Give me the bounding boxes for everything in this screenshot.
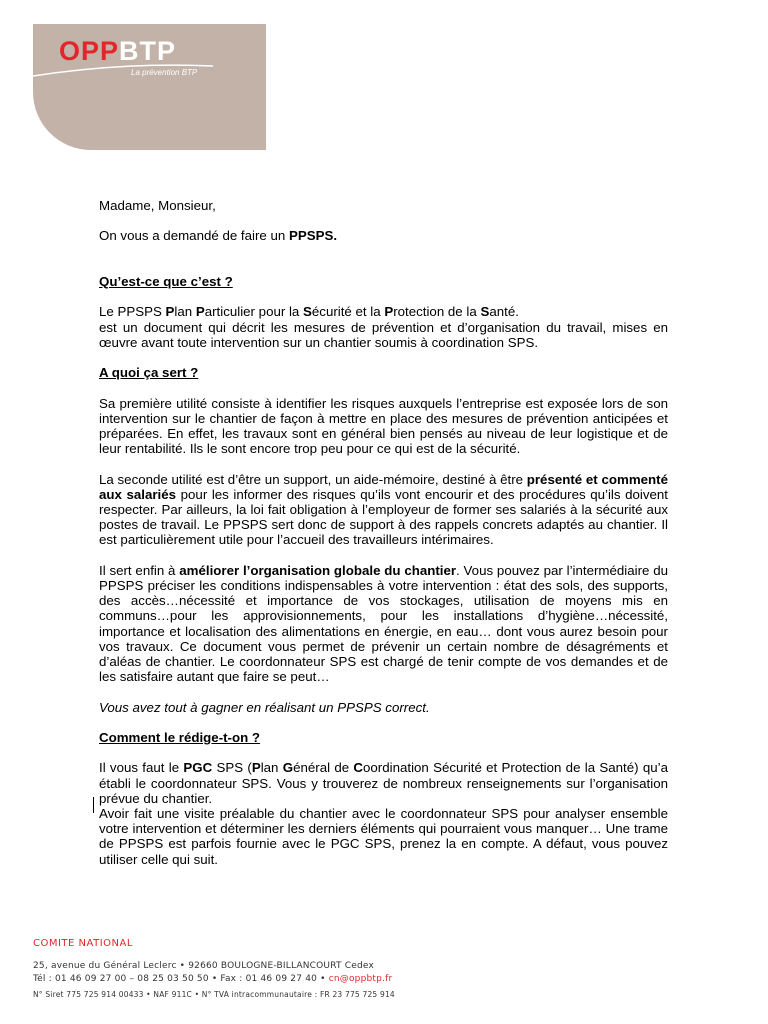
heading-how: Comment le rédige-t-on ? — [99, 729, 261, 745]
paragraph-4: Il vous faut le PGC SPS (Plan Général de Coordination Sécurité et Protection de la Santé) qu’a établi le coordonnateur SPS. Vous y trouverez de nombreux renseignements sur l’organisation prévue du chantier. — [99, 760, 668, 806]
logo: OPPBTP — [59, 36, 177, 66]
paragraph-3: Il sert enfin à améliorer l’organisation globale du chantier. Vous pouvez par l’intermédiaire du PPSPS préciser les conditions indispensables à votre intervention : état des sols, des supports, des accès…nécessité et importance de vos stockages, utilisation de moyens mis en communs…pour les approvisionnements, pour les installations d’hygiène…nécessité, importance et localisation des alimentations en énergie, en eau… dont vous aurez besoin pour vos travaux. Ce document vous permet de prévenir un certain nombre de désagréments et d’aléas de chantier. Le coordonnateur SPS est chargé de tenir compte de vos demandes et de les satisfaire autant que faire se peut… — [99, 562, 668, 685]
paragraph-1: Sa première utilité consiste à identifier les risques auxquels l’entreprise est exposée lors de son intervention sur le chantier de façon à mettre en place des mesures de prévention anticipées et préparées. En effet, les travaux sont en général bien pensés au niveau de leur logistique et de leur rentabilité. Ils le sont encore trop peu pour ce qui est de la sécurité. — [99, 395, 668, 457]
letter-body — [99, 198, 668, 867]
footer-contact: Tél : 01 46 09 27 00 – 08 25 03 50 50 • Fax : 01 46 09 27 40 • cn@oppbtp.fr — [33, 974, 393, 984]
italic-line: Vous avez tout à gagner en réalisant un PPSPS correct. — [99, 699, 430, 715]
logo-tagline: La prévention BTP — [131, 68, 198, 77]
greeting: Madame, Monsieur, — [99, 198, 216, 213]
intro: On vous a demandé de faire un PPSPS. — [99, 228, 338, 244]
paragraph-5: Avoir fait une visite préalable du chantier avec le coordonnateur SPS pour analyser ensemble votre intervention et déterminer les derniers éléments qui pourraient vous manquer… Une trame de PPSPS est parfois fournie avec le PGC SPS, prenez la en compte. A défaut, vous pouvez utiliser celle qui suit. — [99, 805, 668, 867]
heading-what: Qu’est-ce que c’est ? — [99, 273, 233, 289]
footer-legal: N° Siret 775 725 914 00433 • NAF 911C • N° TVA intracommunautaire : FR 23 775 725 914 — [33, 990, 395, 999]
footer-address: 25, avenue du Général Leclerc • 92660 BOULOGNE-BILLANCOURT Cedex — [33, 961, 375, 971]
definition-detail: est un document qui décrit les mesures de prévention et d’organisation du travail, mises en œuvre avant toute intervention sur un chantier soumis à coordination SPS. — [99, 319, 668, 350]
text-cursor — [93, 797, 94, 813]
footer-title: COMITE NATIONAL — [33, 938, 133, 949]
paragraph-2: La seconde utilité est d’être un support, un aide-mémoire, destiné à être présenté et commenté aux salariés pour les informer des risques qu’ils vont encourir et des procédures qu’ils doivent respecter. Par ailleurs, la loi fait obligation à l’employeur de former ses salariés à la sécurité aux postes de travail. Le PPSPS sert donc de support à des rappels concrets adaptés au chantier. Il est particulièrement utile pour l’accueil des travailleurs intérimaires. — [99, 471, 668, 548]
logo-block — [33, 24, 266, 150]
definition: Le PPSPS Plan Particulier pour la Sécurité et la Protection de la Santé. — [99, 304, 519, 320]
heading-purpose: A quoi ça sert ? — [99, 365, 199, 381]
footer-email-link[interactable]: cn@oppbtp.fr — [328, 974, 393, 984]
footer — [33, 938, 733, 999]
